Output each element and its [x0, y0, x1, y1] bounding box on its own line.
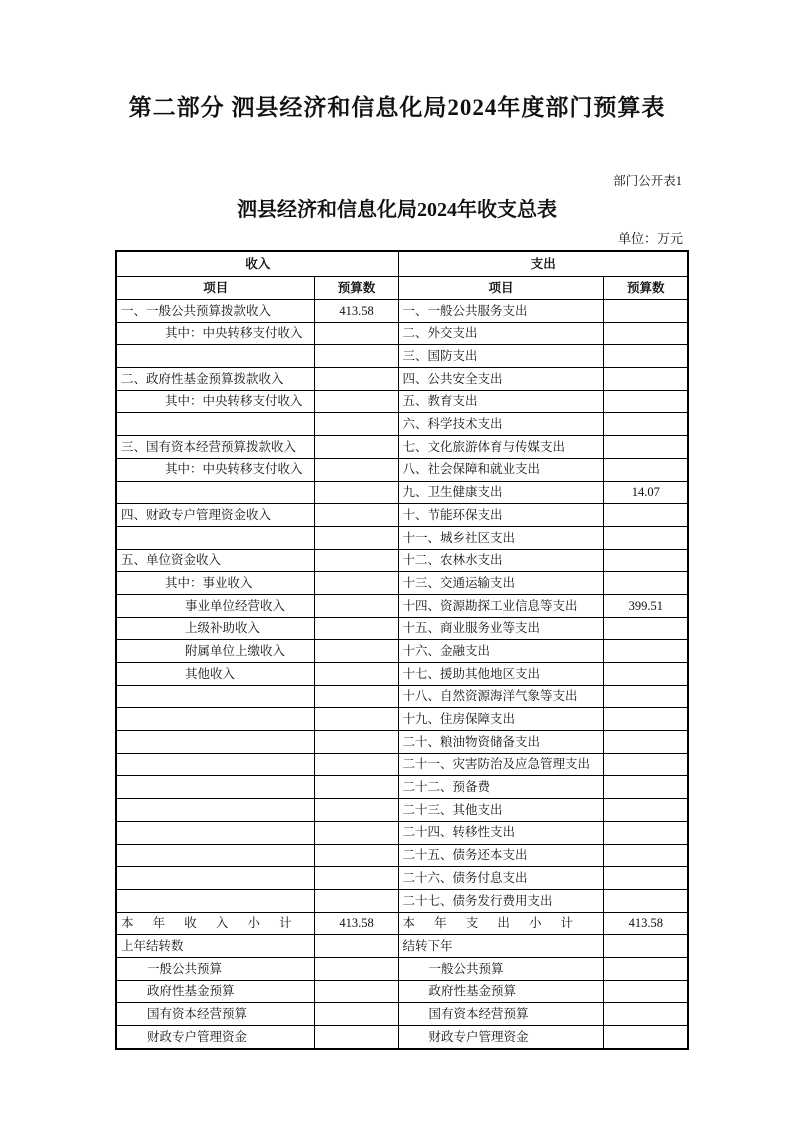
table-row — [116, 731, 688, 754]
income-value-cell — [314, 549, 398, 572]
budget-table — [115, 250, 689, 1050]
income-item-cell: 其中：中央转移支付收入 — [116, 322, 314, 345]
expense-item-cell: 二十五、债务还本支出 — [398, 844, 603, 867]
income-value-cell — [314, 776, 398, 799]
income-item-cell — [116, 708, 314, 731]
income-item-cell — [116, 731, 314, 754]
expense-value-cell — [603, 640, 688, 663]
table-row — [116, 458, 688, 481]
expense-value-cell — [603, 458, 688, 481]
expense-item-cell: 七、文化旅游体育与传媒支出 — [398, 436, 603, 459]
income-item-cell: 上年结转数 — [116, 935, 314, 958]
expense-value-cell — [603, 1026, 688, 1049]
income-item-cell — [116, 889, 314, 912]
income-item-cell: 三、国有资本经营预算拨款收入 — [116, 436, 314, 459]
table-row — [116, 504, 688, 527]
income-item-cell — [116, 345, 314, 368]
expense-value-cell — [603, 935, 688, 958]
expense-item-cell: 二十一、灾害防治及应急管理支出 — [398, 753, 603, 776]
income-item-cell: 四、财政专户管理资金收入 — [116, 504, 314, 527]
expense-value-cell — [603, 322, 688, 345]
income-value-cell: 413.58 — [314, 300, 398, 323]
expense-value-cell — [603, 799, 688, 822]
expense-item-cell: 九、卫生健康支出 — [398, 481, 603, 504]
expense-value-cell — [603, 753, 688, 776]
expense-value-cell — [603, 957, 688, 980]
income-value-cell — [314, 867, 398, 890]
page-title: 第二部分 泗县经济和信息化局2024年度部门预算表 — [128, 95, 666, 120]
expense-value-cell — [603, 867, 688, 890]
table-row — [116, 322, 688, 345]
table-row — [116, 481, 688, 504]
income-value-cell — [314, 368, 398, 391]
expense-item-cell: 二十四、转移性支出 — [398, 821, 603, 844]
table-row — [116, 390, 688, 413]
table-row — [116, 640, 688, 663]
income-section-header: 收入 — [116, 251, 398, 277]
expense-item-cell: 十二、农林水支出 — [398, 549, 603, 572]
table-row — [116, 685, 688, 708]
table-row — [116, 799, 688, 822]
table-row — [116, 572, 688, 595]
income-item-cell: 事业单位经营收入 — [116, 594, 314, 617]
income-item-cell — [116, 821, 314, 844]
income-value-cell — [314, 1026, 398, 1049]
expense-value-cell — [603, 413, 688, 436]
expense-item-cell: 三、国防支出 — [398, 345, 603, 368]
income-value-cell — [314, 980, 398, 1003]
expense-value-cell — [603, 821, 688, 844]
income-item-cell: 其他收入 — [116, 663, 314, 686]
expense-item-cell: 结转下年 — [398, 935, 603, 958]
income-item-cell — [116, 481, 314, 504]
income-value-cell — [314, 526, 398, 549]
income-value-cell — [314, 799, 398, 822]
income-item-cell: 财政专户管理资金 — [116, 1026, 314, 1049]
table-row — [116, 526, 688, 549]
expense-value-cell — [603, 572, 688, 595]
table-row — [116, 345, 688, 368]
table-row — [116, 844, 688, 867]
expense-item-cell: 政府性基金预算 — [398, 980, 603, 1003]
table-row — [116, 1003, 688, 1026]
income-item-cell: 一、一般公共预算拨款收入 — [116, 300, 314, 323]
expense-item-cell: 二十二、预备费 — [398, 776, 603, 799]
income-item-cell — [116, 844, 314, 867]
expense-item-cell: 财政专户管理资金 — [398, 1026, 603, 1049]
table-row — [116, 912, 688, 935]
expense-value-cell — [603, 617, 688, 640]
table-row — [116, 753, 688, 776]
income-item-cell: 五、单位资金收入 — [116, 549, 314, 572]
table-row — [116, 663, 688, 686]
income-item-cell: 附属单位上缴收入 — [116, 640, 314, 663]
expense-item-cell: 二十六、债务付息支出 — [398, 867, 603, 890]
income-value-cell — [314, 617, 398, 640]
table-row — [116, 821, 688, 844]
table-column-header-row — [116, 277, 688, 300]
table-row — [116, 300, 688, 323]
table-row — [116, 935, 688, 958]
expense-item-cell: 十六、金融支出 — [398, 640, 603, 663]
income-item-column-header: 项目 — [116, 277, 314, 300]
expense-item-cell: 五、教育支出 — [398, 390, 603, 413]
expense-item-cell: 二十、粮油物资储备支出 — [398, 731, 603, 754]
expense-value-cell — [603, 685, 688, 708]
income-value-cell: 413.58 — [314, 912, 398, 935]
expense-item-cell: 十、节能环保支出 — [398, 504, 603, 527]
table-row — [116, 549, 688, 572]
expense-item-cell: 二十三、其他支出 — [398, 799, 603, 822]
income-value-cell — [314, 572, 398, 595]
expense-value-cell: 413.58 — [603, 912, 688, 935]
income-value-cell — [314, 685, 398, 708]
income-value-cell — [314, 345, 398, 368]
income-item-cell — [116, 685, 314, 708]
income-value-cell — [314, 594, 398, 617]
expense-item-cell: 八、社会保障和就业支出 — [398, 458, 603, 481]
income-value-cell — [314, 663, 398, 686]
income-value-cell — [314, 889, 398, 912]
income-value-cell — [314, 504, 398, 527]
expense-item-column-header: 项目 — [398, 277, 603, 300]
expense-item-cell: 十四、资源勘探工业信息等支出 — [398, 594, 603, 617]
table-row — [116, 708, 688, 731]
expense-value-cell — [603, 436, 688, 459]
income-item-cell: 政府性基金预算 — [116, 980, 314, 1003]
table-row — [116, 617, 688, 640]
income-value-cell — [314, 935, 398, 958]
table-row — [116, 436, 688, 459]
budget-table-body — [116, 300, 688, 1049]
expense-item-cell: 一般公共预算 — [398, 957, 603, 980]
income-item-cell: 本 年 收 入 小 计 — [116, 912, 314, 935]
expense-value-cell — [603, 731, 688, 754]
expense-item-cell: 十七、援助其他地区支出 — [398, 663, 603, 686]
table-title: 泗县经济和信息化局2024年收支总表 — [237, 199, 557, 221]
expense-value-cell — [603, 776, 688, 799]
expense-item-cell: 国有资本经营预算 — [398, 1003, 603, 1026]
expense-item-cell: 二十七、债务发行费用支出 — [398, 889, 603, 912]
expense-value-cell — [603, 390, 688, 413]
income-item-cell — [116, 413, 314, 436]
income-value-cell — [314, 436, 398, 459]
expense-value-cell — [603, 708, 688, 731]
table-sheet-label: 部门公开表1 — [613, 174, 682, 188]
expense-value-cell — [603, 526, 688, 549]
expense-value-cell — [603, 1003, 688, 1026]
expense-value-cell: 14.07 — [603, 481, 688, 504]
expense-item-cell: 十三、交通运输支出 — [398, 572, 603, 595]
income-value-cell — [314, 481, 398, 504]
expense-item-cell: 一、一般公共服务支出 — [398, 300, 603, 323]
income-item-cell: 二、政府性基金预算拨款收入 — [116, 368, 314, 391]
expense-section-header: 支出 — [398, 251, 688, 277]
income-value-cell — [314, 458, 398, 481]
expense-value-cell — [603, 980, 688, 1003]
table-section-header-row — [116, 251, 688, 277]
expense-value-cell — [603, 368, 688, 391]
income-value-cell — [314, 1003, 398, 1026]
income-item-cell — [116, 753, 314, 776]
expense-value-cell — [603, 889, 688, 912]
income-item-cell — [116, 799, 314, 822]
income-value-cell — [314, 753, 398, 776]
income-item-cell: 其中：事业收入 — [116, 572, 314, 595]
income-value-cell — [314, 821, 398, 844]
income-value-cell — [314, 957, 398, 980]
income-item-cell: 国有资本经营预算 — [116, 1003, 314, 1026]
expense-item-cell: 本 年 支 出 小 计 — [398, 912, 603, 935]
income-value-cell — [314, 413, 398, 436]
income-item-cell: 上级补助收入 — [116, 617, 314, 640]
expense-value-cell — [603, 345, 688, 368]
table-row — [116, 776, 688, 799]
expense-value-cell — [603, 300, 688, 323]
expense-item-cell: 四、公共安全支出 — [398, 368, 603, 391]
income-budget-column-header: 预算数 — [314, 277, 398, 300]
income-value-cell — [314, 390, 398, 413]
income-value-cell — [314, 640, 398, 663]
income-item-cell — [116, 776, 314, 799]
table-row — [116, 368, 688, 391]
income-item-cell — [116, 526, 314, 549]
expense-value-cell — [603, 844, 688, 867]
expense-budget-column-header: 预算数 — [603, 277, 688, 300]
expense-value-cell: 399.51 — [603, 594, 688, 617]
table-row — [116, 867, 688, 890]
expense-item-cell: 十一、城乡社区支出 — [398, 526, 603, 549]
expense-item-cell: 六、科学技术支出 — [398, 413, 603, 436]
income-value-cell — [314, 708, 398, 731]
income-item-cell: 其中：中央转移支付收入 — [116, 390, 314, 413]
unit-note: 单位：万元 — [617, 231, 683, 246]
table-row — [116, 413, 688, 436]
income-item-cell — [116, 867, 314, 890]
expense-value-cell — [603, 549, 688, 572]
expense-item-cell: 十九、住房保障支出 — [398, 708, 603, 731]
income-item-cell: 其中：中央转移支付收入 — [116, 458, 314, 481]
table-row — [116, 889, 688, 912]
table-row — [116, 957, 688, 980]
income-item-cell: 一般公共预算 — [116, 957, 314, 980]
income-value-cell — [314, 731, 398, 754]
expense-value-cell — [603, 663, 688, 686]
expense-value-cell — [603, 504, 688, 527]
expense-item-cell: 十八、自然资源海洋气象等支出 — [398, 685, 603, 708]
income-value-cell — [314, 322, 398, 345]
table-row — [116, 1026, 688, 1049]
table-row — [116, 594, 688, 617]
income-value-cell — [314, 844, 398, 867]
expense-item-cell: 十五、商业服务业等支出 — [398, 617, 603, 640]
expense-item-cell: 二、外交支出 — [398, 322, 603, 345]
table-row — [116, 980, 688, 1003]
